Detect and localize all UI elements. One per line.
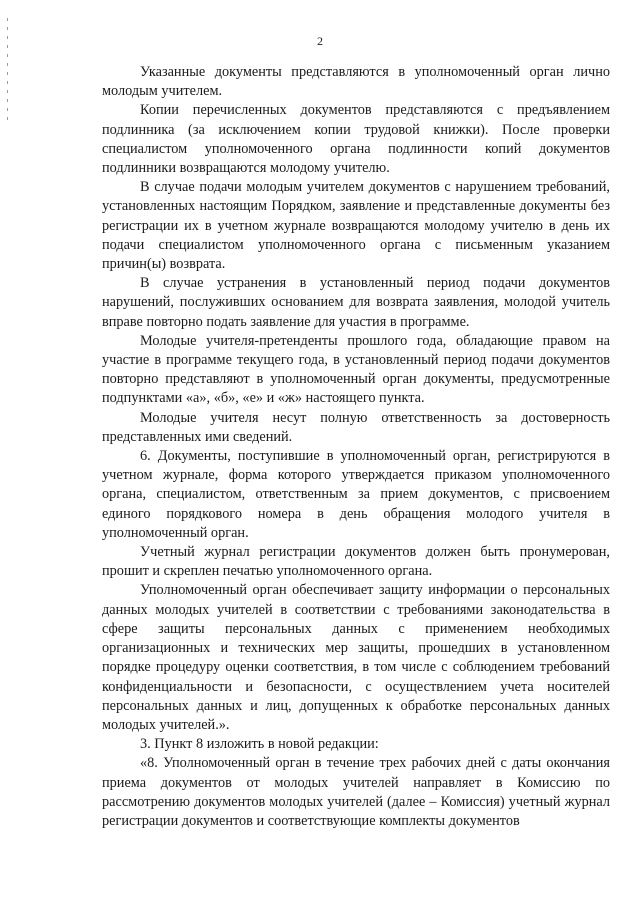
paragraph: В случае подачи молодым учителем документов с нарушением требований, установленных настоящим Порядком, заявление и представленные документы без регистрации их в учетном журнале возвращаются молодому учителю в день их подачи специалистом уполномоченного органа с письменным указанием причин(ы) возврата. (102, 179, 610, 273)
paragraph: Учетный журнал регистрации документов должен быть пронумерован, прошит и скреплен печатью уполномоченного органа. (102, 544, 610, 580)
paragraph: «8. Уполномоченный орган в течение трех рабочих дней с даты окончания приема документов от молодых учителей направляет в Комиссию по рассмотрению документов молодых учителей (далее – Комиссия) учетный журнал регистрации документов и соответствующие комплекты документов (102, 755, 610, 829)
paragraph: Молодые учителя несут полную ответственность за достоверность представленных ими сведений. (102, 409, 610, 445)
paragraph: Копии перечисленных документов представляются с предъявлением подлинника (за исключением копии трудовой книжки). После проверки специалистом уполномоченного органа подлинности копий документов подлинники возвращаются молодому учителю. (102, 102, 610, 177)
paragraph: 6. Документы, поступившие в уполномоченный орган, регистрируются в учетном журнале, форма которого утверждается приказом уполномоченного органа, специалистом, ответственным за прием документов, с присвоением единого порядкового номера в день обращения молодого учителя в уполномоченный орган. (102, 448, 610, 541)
page-number: 2 (317, 34, 323, 48)
paragraph: В случае устранения в установленный период подачи документов нарушений, послуживших основанием для возврата заявления, молодой учитель вправе повторно подать заявление для участия в программе. (102, 275, 610, 330)
paragraph: Уполномоченный орган обеспечивает защиту информации о персональных данных молодых учителей в соответствии с требованиями законодательства в сфере защиты персональных данных с применением необходимых организационных и технических мер защиты, прошедших в установленном порядке процедуру оценки соответствия, в том числе с соблюдением требований конфиденциальности и безопасности, с осуществлением учета носителей персональных данных и лиц, допущенных к обработке персональных данных молодых учителей.». (102, 582, 610, 733)
document-body (102, 63, 610, 831)
paragraph: 3. Пункт 8 изложить в новой редакции: (140, 736, 379, 753)
paragraph: Указанные документы представляются в уполномоченный орган лично молодым учителем. (102, 64, 610, 100)
paragraph: Молодые учителя-претенденты прошлого года, обладающие правом на участие в программе текущего года, в установленный период подачи документов повторно представляют в уполномоченный орган документы, предусмотренные подпунктами «а», «б», «е» и «ж» настоящего пункта. (102, 332, 610, 407)
